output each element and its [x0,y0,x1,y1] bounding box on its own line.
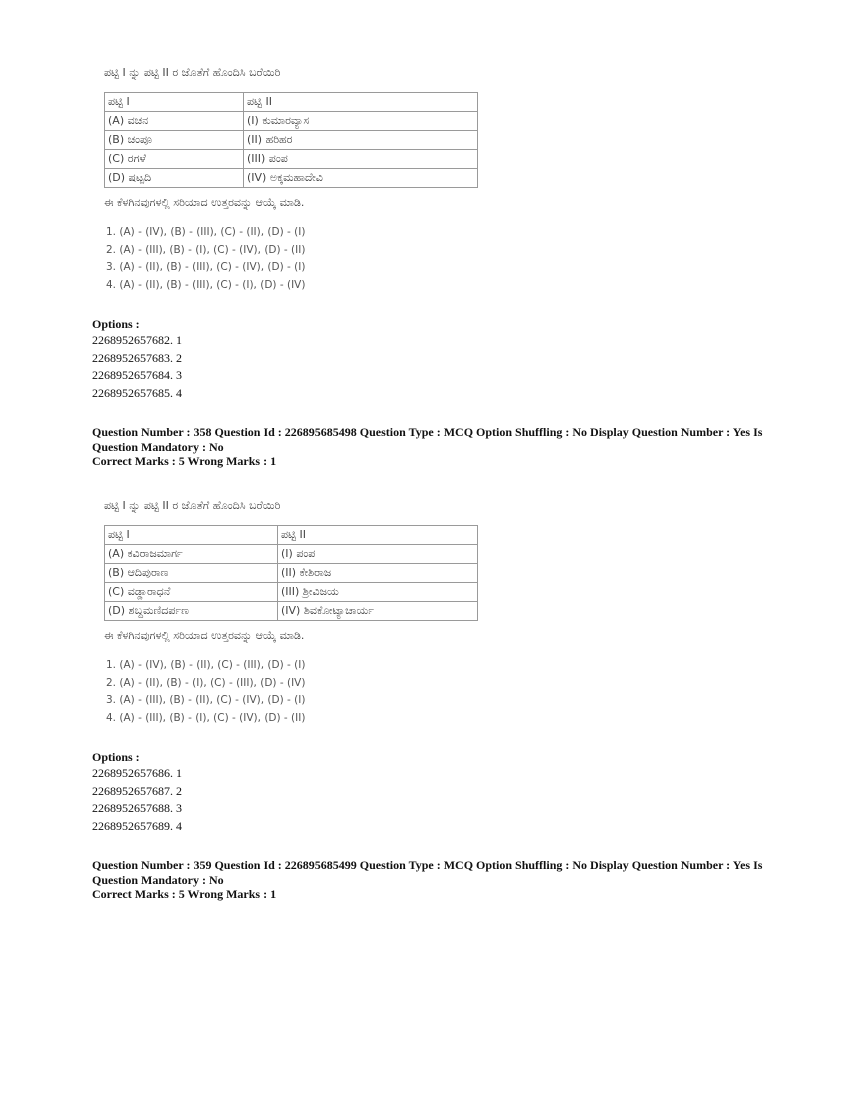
answer-choice: 2. (A) - (III), (B) - (I), (C) - (IV), (D) - (II) [106,243,306,256]
answer-choice: 2. (A) - (II), (B) - (I), (C) - (III), (D) - (IV) [106,676,306,689]
question-meta-line: Question Number : 358 Question Id : 226895685498 Question Type : MCQ Option Shuffling : No Display Question Number : Yes Is [92,425,763,439]
option-id: 2268952657685. 4 [92,385,182,400]
table-row [105,112,478,131]
q357-match-table [104,92,478,188]
table-header-cell: ಪಟ್ಟಿ I [105,93,244,112]
question-marks: Correct Marks : 5 Wrong Marks : 1 [92,887,277,901]
table-cell: (I) ಕುಮಾರವ್ಯಾಸ [244,112,478,131]
q357-option-ids [92,332,182,402]
answer-choice: 3. (A) - (III), (B) - (II), (C) - (IV), (D) - (I) [106,694,306,706]
question-meta-line: Question Number : 359 Question Id : 226895685499 Question Type : MCQ Option Shuffling : No Display Question Number : Yes Is [92,858,763,872]
table-cell: (A) ಕವಿರಾಜಮಾರ್ಗ [105,545,278,564]
table-cell: (D) ಷಟ್ಪದಿ [105,169,244,188]
answer-choice: 3. (A) - (II), (B) - (III), (C) - (IV), (D) - (I) [106,261,306,273]
q358-options-heading: Options : [92,750,140,764]
table-row [105,602,478,621]
table-cell: (B) ಚಂಪೂ [105,131,244,150]
table-cell: (III) ಪಂಪ [244,150,478,169]
answer-choice: 1. (A) - (IV), (B) - (III), (C) - (II), (D) - (I) [106,226,306,238]
option-id: 2268952657686. 1 [92,766,182,780]
q357-options-heading: Options : [92,317,140,331]
table-header-cell: ಪಟ್ಟಿ I [105,526,278,545]
option-id: 2268952657684. 3 [92,368,182,382]
table-row [105,583,478,602]
option-id: 2268952657682. 1 [92,333,182,347]
option-id: 2268952657687. 2 [92,783,182,798]
question-marks: Correct Marks : 5 Wrong Marks : 1 [92,454,277,468]
answer-choice: 1. (A) - (IV), (B) - (II), (C) - (III), (D) - (I) [106,659,306,671]
table-cell: (II) ಕೇಶಿರಾಜ [278,564,478,583]
table-cell: (C) ರಗಳೆ [105,150,244,169]
table-cell: (II) ಹರಿಹರ [244,131,478,150]
table-row [105,131,478,150]
table-header-cell: ಪಟ್ಟಿ II [278,526,478,545]
q358-instruction: ಪಟ್ಟಿ I ನ್ನು ಪಟ್ಟಿ II ರ ಜೊತೆಗೆ ಹೊಂದಿಸಿ ಬರೆಯಿರಿ [104,499,281,512]
q358-match-table [104,525,478,621]
table-row [105,150,478,169]
table-header-cell: ಪಟ್ಟಿ II [244,93,478,112]
option-id: 2268952657683. 2 [92,350,182,365]
table-row [105,545,478,564]
option-id: 2268952657689. 4 [92,818,182,833]
q357-instruction: ಪಟ್ಟಿ I ನ್ನು ಪಟ್ಟಿ II ರ ಜೊತೆಗೆ ಹೊಂದಿಸಿ ಬರೆಯಿರಿ [104,66,281,79]
table-row [105,169,478,188]
table-cell: (IV) ಶಿವಕೋಟ್ಯಾಚಾರ್ಯ [278,602,478,621]
table-cell: (III) ಶ್ರೀವಿಜಯ [278,583,478,602]
table-row [105,564,478,583]
table-header-row [105,526,478,545]
question-meta-line: Question Mandatory : No [92,439,224,454]
q358-option-ids [92,765,182,835]
answer-choice: 4. (A) - (II), (B) - (III), (C) - (I), (D) - (IV) [106,278,306,291]
table-cell: (IV) ಅಕ್ಕಮಹಾದೇವಿ [244,169,478,188]
table-header-row [105,93,478,112]
q358-metadata [92,425,772,469]
table-cell: (B) ಆದಿಪುರಾಣ [105,564,278,583]
table-cell: (D) ಶಬ್ದಮಣಿದರ್ಪಣ [105,602,278,621]
q357-choose-instruction: ಈ ಕೆಳಗಿನವುಗಳಲ್ಲಿ ಸರಿಯಾದ ಉತ್ತರವನ್ನು ಆಯ್ಕೆ ಮಾಡಿ. [104,196,305,209]
q358-answer-list [106,657,305,727]
question-meta-line: Question Mandatory : No [92,872,224,887]
q358-choose-instruction: ಈ ಕೆಳಗಿನವುಗಳಲ್ಲಿ ಸರಿಯಾದ ಉತ್ತರವನ್ನು ಆಯ್ಕೆ ಮಾಡಿ. [104,629,305,642]
option-id: 2268952657688. 3 [92,801,182,815]
q359-metadata [92,858,772,902]
table-cell: (C) ವಡ್ಡಾರಾಧನೆ [105,583,278,602]
q357-answer-list [106,224,305,294]
answer-choice: 4. (A) - (III), (B) - (I), (C) - (IV), (D) - (II) [106,711,306,724]
table-cell: (A) ವಚನ [105,112,244,131]
table-cell: (I) ಪಂಪ [278,545,478,564]
